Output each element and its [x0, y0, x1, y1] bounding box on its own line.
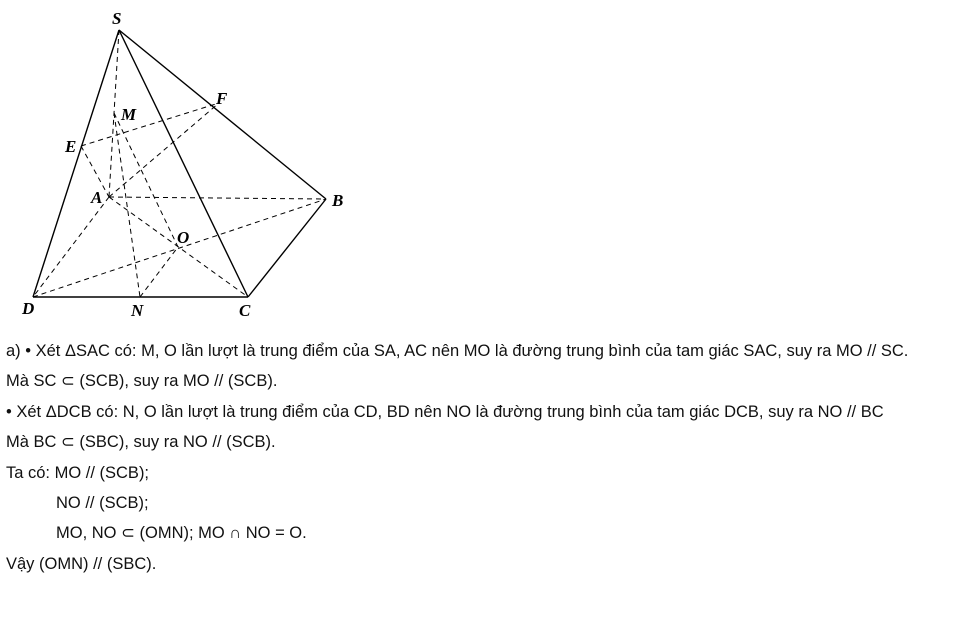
- solution-line-5: Ta có: MO // (SCB);: [6, 463, 150, 482]
- segment-ef: [81, 103, 219, 146]
- solution-text: [6, 336, 946, 579]
- diagonal-ac: [109, 197, 248, 297]
- edge-cb: [248, 199, 326, 297]
- solution-line-3: • Xét ΔDCB có: N, O lần lượt là trung điểm của CD, BD nên NO là đường trung bình của tam giác DCB, suy ra NO // BC: [6, 402, 884, 421]
- label-a: A: [91, 188, 103, 207]
- label-d: D: [22, 299, 35, 318]
- label-m: M: [121, 105, 137, 124]
- solution-line-1: a) • Xét ΔSAC có: M, O lần lượt là trung điểm của SA, AC nên MO là đường trung bình của tam giác SAC, suy ra MO // SC.: [6, 342, 909, 360]
- label-o: O: [177, 228, 190, 247]
- label-c: C: [239, 301, 251, 320]
- solution-line-2: Mà SC ⊂ (SCB), suy ra MO // (SCB).: [6, 372, 278, 391]
- edge-ad: [33, 197, 109, 297]
- solution-line-8: Vậy (OMN) // (SBC).: [6, 554, 157, 573]
- edge-ab: [109, 197, 326, 199]
- label-n: N: [131, 301, 144, 320]
- diagonal-db: [33, 199, 326, 297]
- solution-line-4: Mà BC ⊂ (SBC), suy ra NO // (SCB).: [6, 433, 276, 452]
- solution-line-6: NO // (SCB);: [56, 494, 149, 513]
- segment-no: [140, 247, 178, 297]
- label-e: E: [65, 137, 77, 156]
- edge-sb: [119, 30, 326, 199]
- label-f: F: [216, 89, 228, 108]
- edge-sd: [33, 30, 119, 297]
- solution-line-7: MO, NO ⊂ (OMN); MO ∩ NO = O.: [56, 524, 307, 543]
- label-b: B: [332, 191, 344, 210]
- label-s: S: [112, 9, 122, 28]
